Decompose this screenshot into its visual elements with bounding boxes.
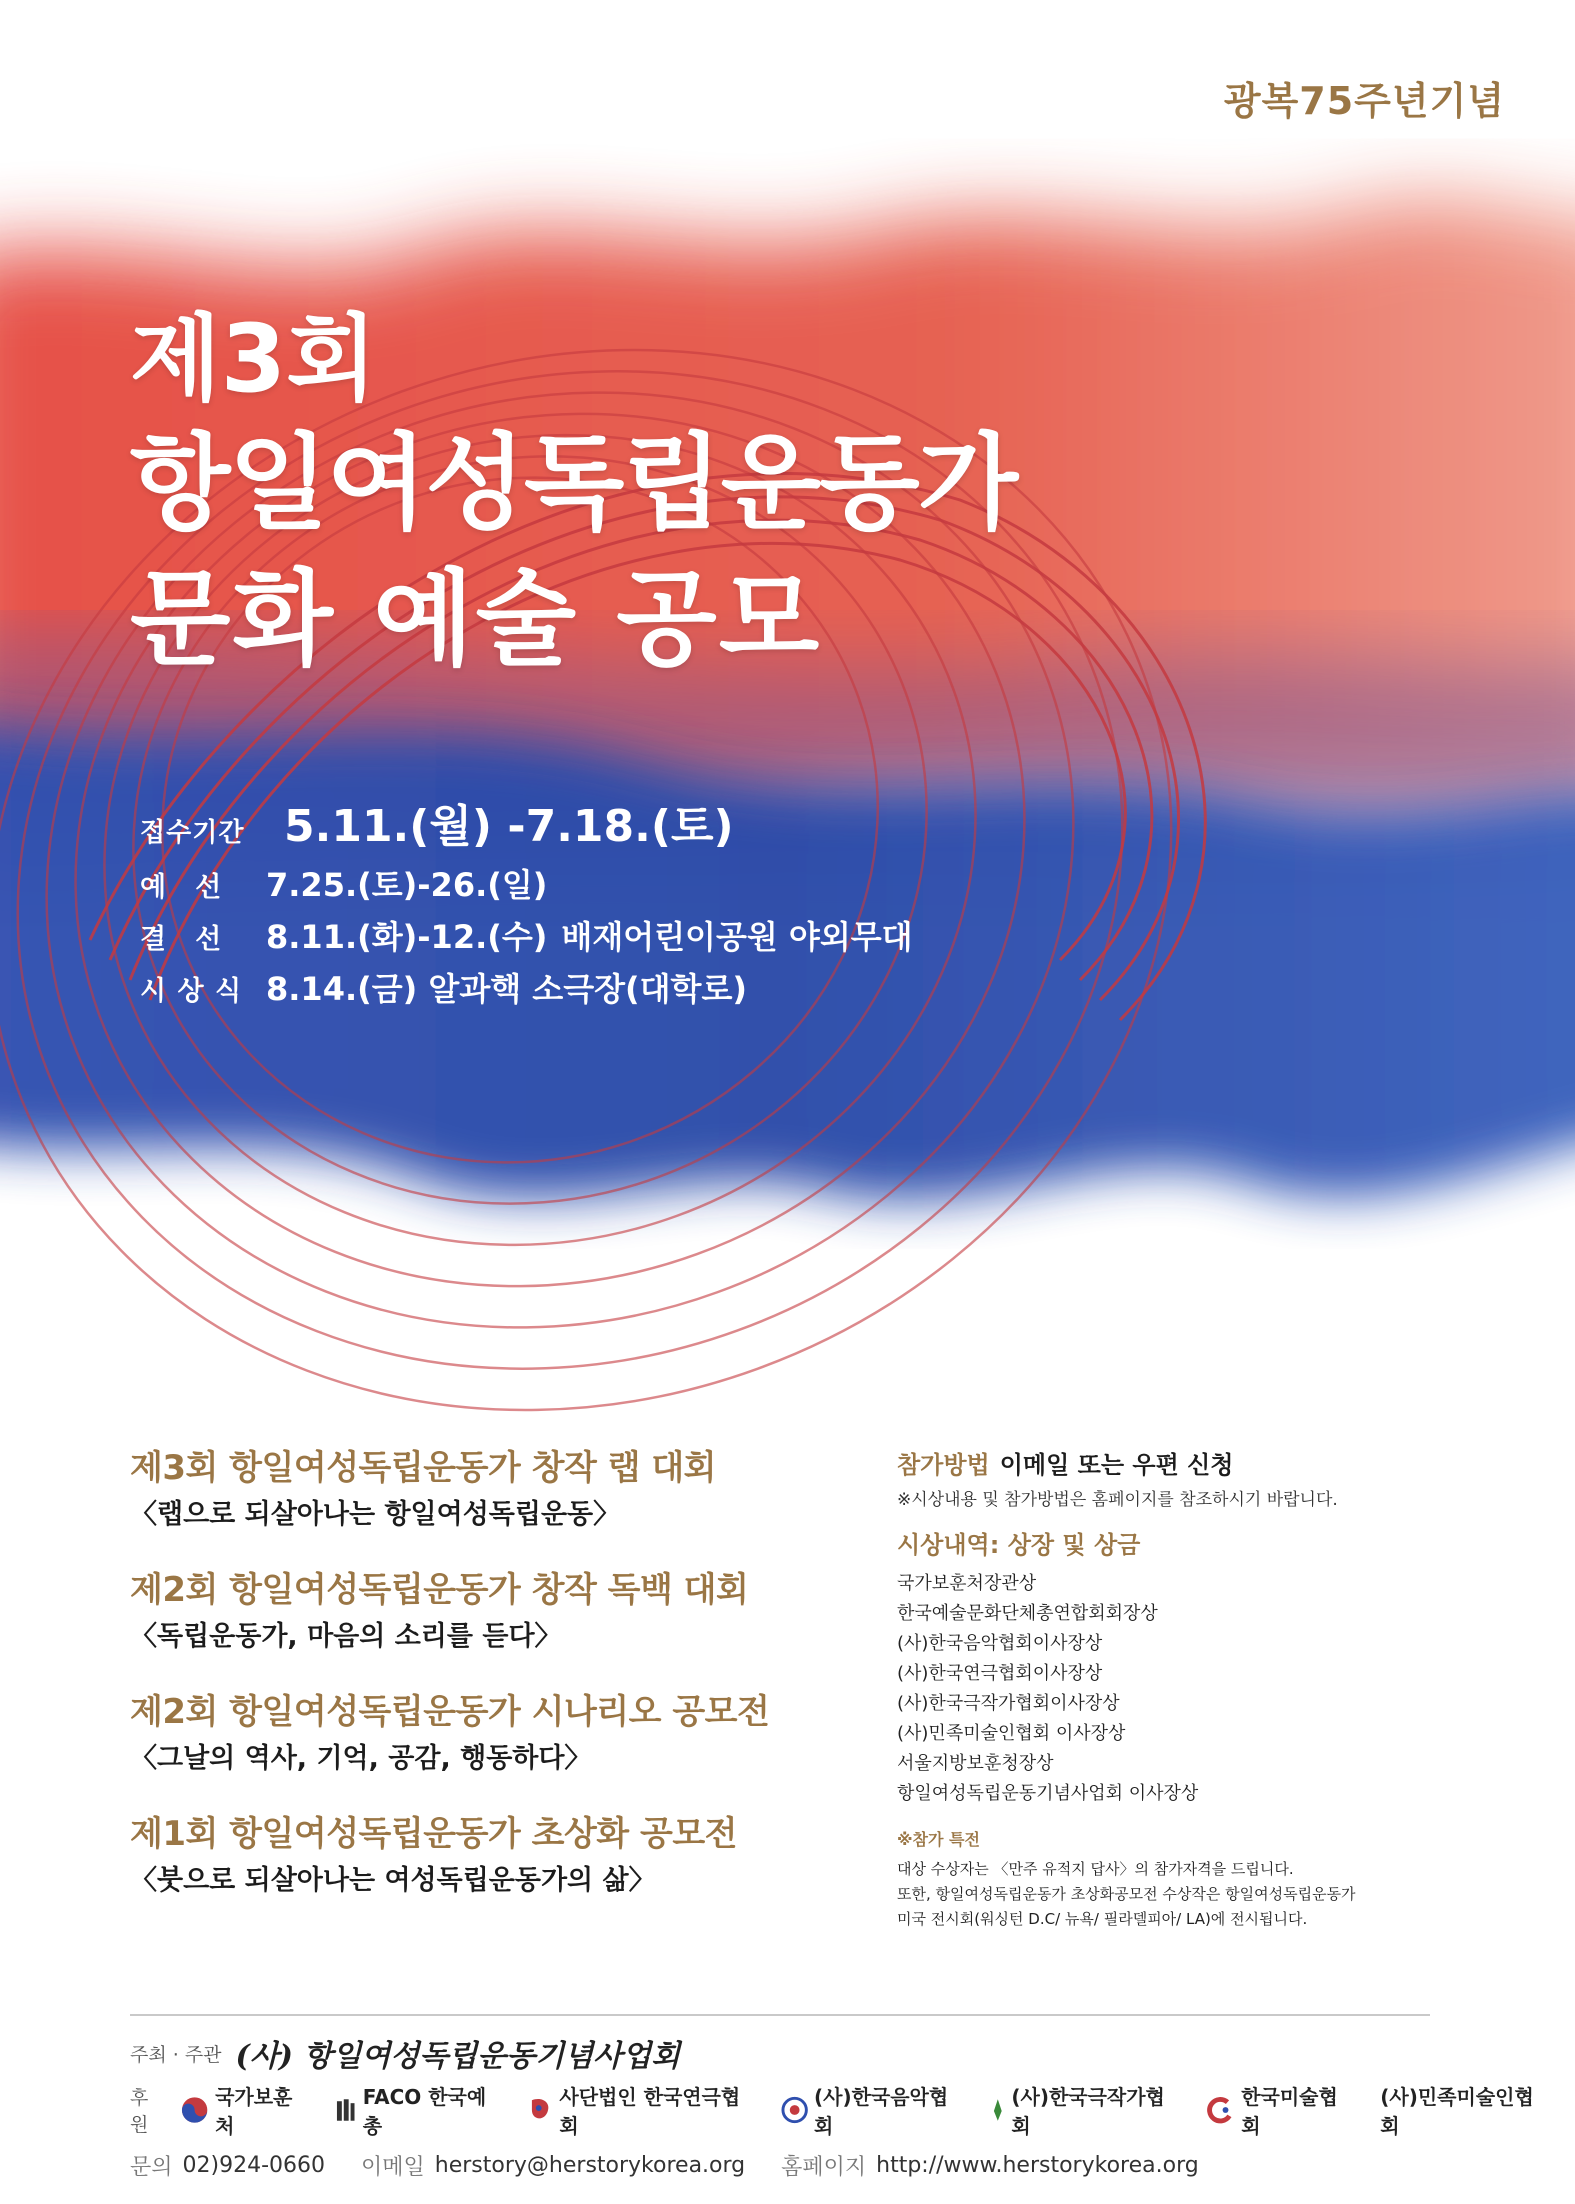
sponsor-label: 후원 [130,2087,149,2136]
participation-value: 이메일 또는 우편 신청 [999,1451,1234,1479]
contest-subtitle: 〈그날의 역사, 기억, 공감, 행동하다〉 [130,1743,592,1774]
sponsor-name: 한국미술협회 [1241,2085,1338,2138]
contact-row [130,2145,1235,2185]
music-association-icon [781,2096,808,2124]
schedule-row-final [140,912,913,964]
contest-subtitle: 〈독립운동가, 마음의 소리를 듣다〉 [130,1621,562,1652]
homepage-label: 홈페이지 [781,2154,867,2180]
schedule-label: 예 선 [140,872,223,903]
sponsor-name: (사)한국음악협회 [813,2085,949,2138]
schedule-row-preliminary [140,860,913,912]
contest-heading: 제2회 항일여성독립운동가 창작 독백 대회 [130,1570,749,1610]
playwright-pen-icon [990,2097,1006,2123]
contest-item [130,1562,850,1656]
theater-mask-icon [528,2096,553,2124]
sponsor-logo [1206,2081,1354,2139]
sponsor-name: 국가보훈처 [215,2085,293,2138]
participation-note: ※시상내용 및 참가방법은 홈페이지를 참조하시기 바랍니다. [897,1490,1338,1510]
schedule [140,790,913,1016]
prize-item: 국가보훈처장관상 [897,1573,1037,1594]
schedule-row-ceremony [140,964,913,1016]
sponsor-name: (사)민족미술인협회 [1380,2085,1534,2138]
prize-item: 서울지방보훈청장상 [897,1753,1054,1774]
phone-number[interactable]: 02)924-0660 [182,2152,326,2178]
info-panel [897,1445,1497,1932]
phone-label: 문의 [130,2154,173,2180]
sponsor-logo [781,2081,964,2139]
email-link[interactable]: herstory@herstorykorea.org [434,2152,746,2178]
email-label: 이메일 [361,2154,425,2180]
organizer-label: 주최 · 주관 [130,2043,222,2066]
schedule-row-submission [140,790,913,860]
benefits-heading: ※참가 특전 [897,1830,980,1849]
sponsor-logo [180,2081,309,2139]
title-line-2: 항일여성독립운동가 [130,422,1017,544]
prize-item: 항일여성독립운동기념사업회 이사장상 [897,1783,1199,1804]
sponsor-logo [990,2081,1180,2139]
organizer-name: (사) 항일여성독립운동기념사업회 [235,2039,681,2074]
title-line-3: 문화 예술 공모 [130,558,822,680]
sponsor-name: (사)한국극작가협회 [1011,2085,1165,2138]
sponsor-logo [1380,2081,1549,2139]
contest-item [130,1440,850,1534]
contest-item [130,1806,850,1900]
participation-method [897,1445,1497,1485]
prize-item: (사)민족미술인협회 이사장상 [897,1723,1126,1744]
prize-item: (사)한국극작가협회이사장상 [897,1693,1120,1714]
contest-heading: 제1회 항일여성독립운동가 초상화 공모전 [130,1814,738,1854]
fine-arts-icon [1206,2096,1235,2124]
benefits-line: 또한, 항일여성독립운동가 초상화공모전 수상작은 항일여성독립운동가 [897,1885,1356,1903]
contest-subtitle: 〈랩으로 되살아나는 항일여성독립운동〉 [130,1499,621,1530]
prizes-heading: 시상내역: 상장 및 상금 [897,1531,1141,1559]
schedule-label: 결 선 [140,924,223,955]
schedule-value: 5.11.(월) -7.18.(토) [284,801,734,852]
organizer [130,2028,680,2078]
prize-item: (사)한국연극협회이사장상 [897,1663,1103,1684]
schedule-value: 8.14.(금) 알과핵 소극장(대학로) [266,970,748,1008]
contest-list [130,1440,850,1928]
sponsor-name: FACO 한국예총 [362,2085,487,2138]
schedule-label: 접수기간 [140,818,245,848]
sponsor-name: 사단법인 한국연극협회 [559,2085,741,2138]
contest-item [130,1684,850,1778]
schedule-venue: 배재어린이공원 야외무대 [561,918,913,956]
schedule-value: 7.25.(토)-26.(일) [266,866,548,904]
prize-item: (사)한국음악협회이사장상 [897,1633,1103,1654]
prize-list [897,1569,1497,1809]
contest-heading: 제2회 항일여성독립운동가 시나리오 공모전 [130,1692,770,1732]
footer-divider [130,2014,1430,2016]
poster-title [130,305,1016,687]
contest-heading: 제3회 항일여성독립운동가 창작 랩 대회 [130,1448,717,1488]
title-line-1: 제3회 [130,305,378,414]
schedule-value: 8.11.(화)-12.(수) [266,918,548,956]
contest-subtitle: 〈붓으로 되살아나는 여성독립운동가의 삶〉 [130,1865,656,1896]
taegeuk-icon [180,2095,209,2125]
participation-label: 참가방법 [897,1451,990,1479]
homepage-link[interactable]: http://www.herstorykorea.org [876,2152,1199,2178]
benefits-line: 미국 전시회(워싱턴 D.C/ 뉴욕/ 필라델피아/ LA)에 전시됩니다. [897,1910,1308,1928]
anniversary-label: 광복75주년기념 [1223,79,1505,123]
faco-icon [335,2097,356,2123]
schedule-label: 시 상 식 [140,976,243,1007]
sponsor-row [130,2085,1575,2138]
prize-item: 한국예술문화단체총연합회회장상 [897,1603,1158,1624]
sponsor-logo [335,2081,502,2139]
benefits-line: 대상 수상자는 〈만주 유적지 답사〉의 참가자격을 드립니다. [897,1860,1294,1878]
sponsor-logo [528,2081,755,2139]
